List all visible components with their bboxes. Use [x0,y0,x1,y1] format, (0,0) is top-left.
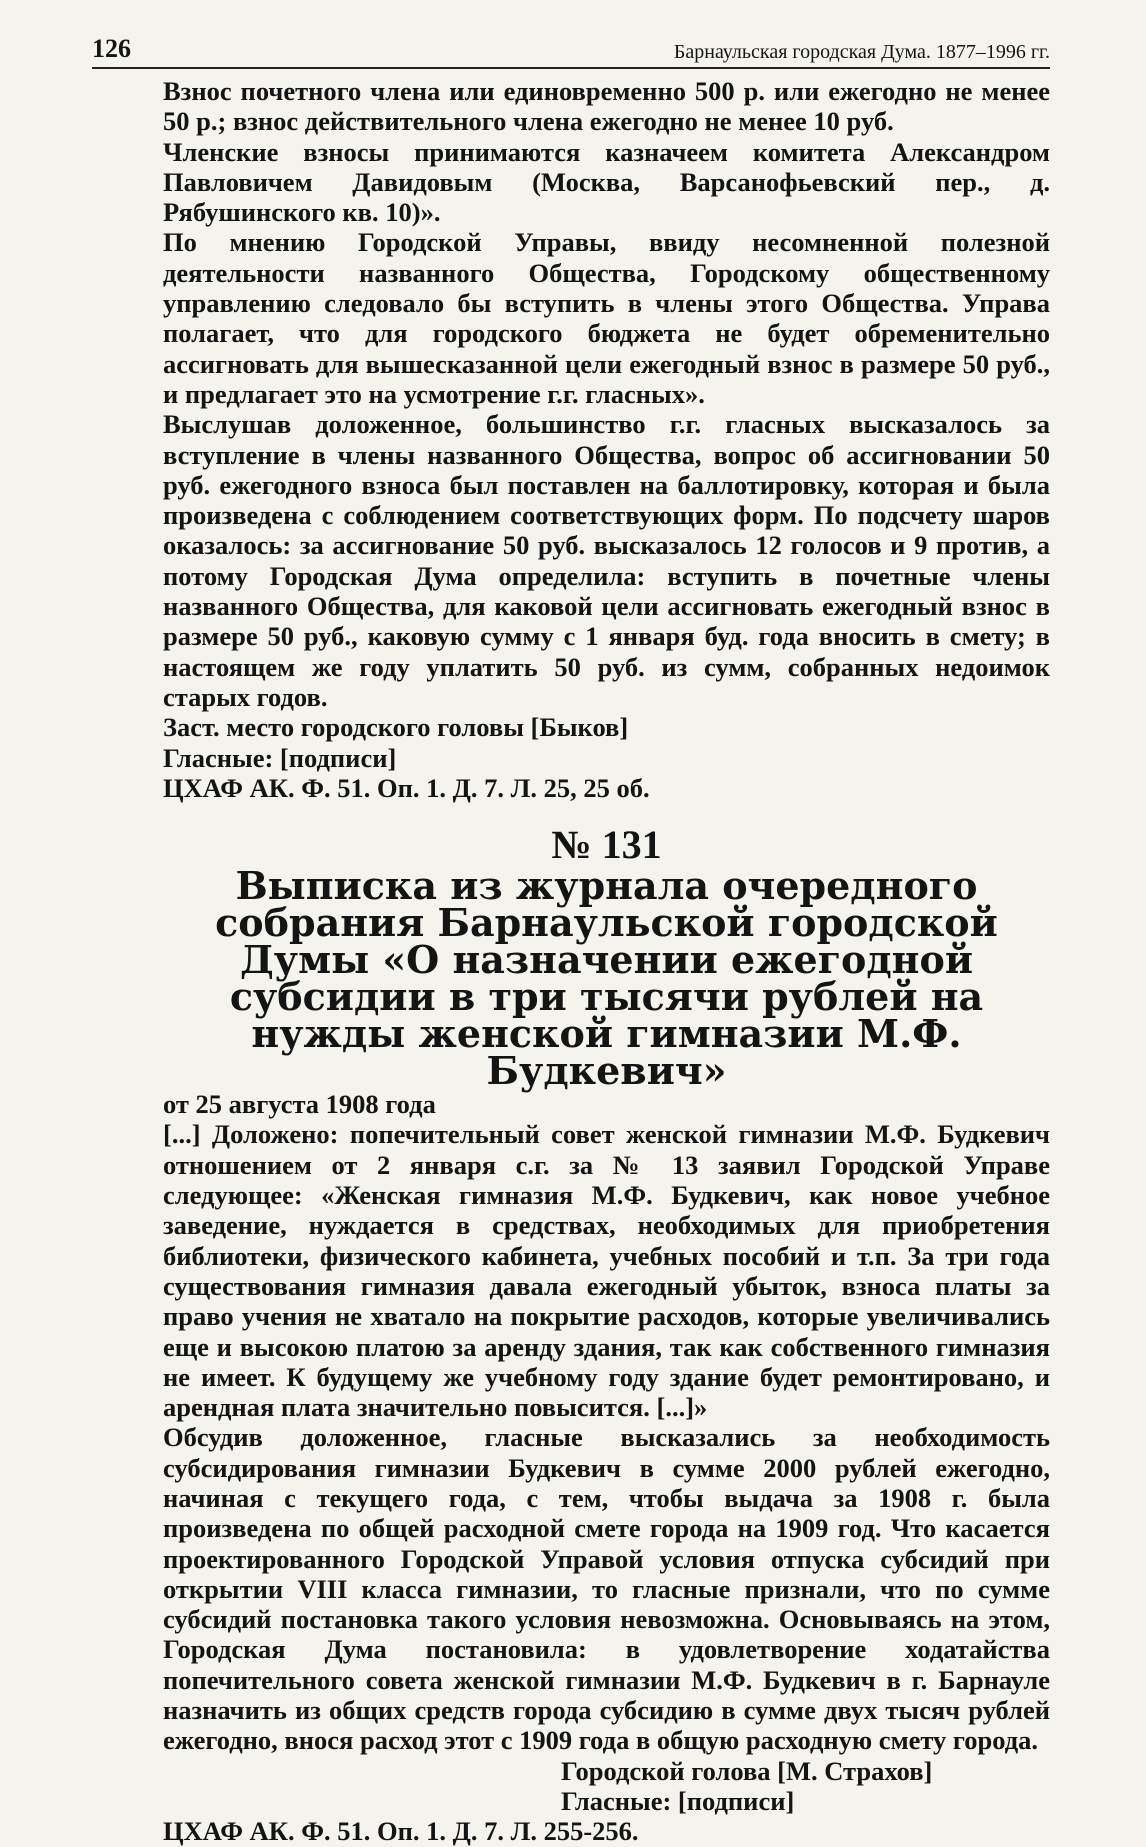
paragraph: По мнению Городской Управы, ввиду несомненной полезной деятельности названного Общества, Городскому общественному управлению следовало бы вступить в члены этого Общества. Управа полагает, что для городского бюджета не будет обременительно ассигновать для вышесказанной цели ежегодный взнос в размере 50 руб., и предлагает это на усмотрение г.г. гласных». [163,227,1050,409]
paragraph: Обсудив доложенное, гласные высказались за необходимость субсидирования гимназии Будкевич в сумме 2000 рублей ежегодно, начиная с текущего года, с тем, чтобы выдача за 1908 г. была произведена по общей расходной смете города на 1909 год. Что касается проектированного Городской Управой условия отпуска субсидий при открытии VIII класса гимназии, то гласные признали, что по сумме субсидий постановка такого условия невозможна. Основываясь на этом, Городская Дума постановила: в удовлетворение ходатайства попечительного совета женской гимназии М.Ф. Будкевич в г. Барнауле назначить из общих средств города субсидию в сумме двух тысяч рублей ежегодно, внося расход этот с 1909 года в общую расходную смету города. [163,1422,1050,1756]
page-header [92,22,1050,69]
signature-deputies: Гласные: [подписи] [163,742,397,773]
document-title: Выписка из журнала очередного собрания Барнаульской городской Думы «О назначении ежегодной субсидии в три тысячи рублей на нужды женской гимназии М.Ф. Будкевич» [215,863,998,1094]
paragraph: Выслушав доложенное, большинство г.г. гласных высказалось за вступление в члены названного Общества, вопрос об ассигновании 50 руб. ежегодного взноса был поставлен на баллотировку, которая и была произведена с соблюдением соответствующих форм. По подсчету шаров оказалось: за ассигнование 50 руб. высказалось 12 голосов и 9 против, а потому Городская Дума определила: вступить в почетные члены названного Общества, для каковой цели ассигновать ежегодный взнос в размере 50 руб., каковую сумму с 1 января буд. года вносить в смету; в настоящем же году уплатить 50 руб. из сумм, собранных недоимок старых годов. [163,409,1050,712]
archive-source: ЦХАФ АК. Ф. 51. Оп. 1. Д. 7. Л. 25, 25 об. [163,772,650,803]
paragraph: Членские взносы принимаются казначеем комитета Александром Павловичем Давидовым (Москва, Варсанофьевский пер., д. Рябушинского кв. 10)». [163,136,1050,228]
document-date: от 25 августа 1908 года [163,1089,436,1120]
page-number: 126 [92,34,131,63]
document-number: № 131 [551,822,662,868]
signature-mayor: Городской голова [М. Страхов] [561,1755,933,1786]
archive-source: ЦХАФ АК. Ф. 51. Оп. 1. Д. 7. Л. 255-256. [163,1816,639,1847]
page-body [163,76,1050,1847]
running-title: Барнаульская городская Дума. 1877–1996 гг. [673,41,1050,63]
signature-chair: Заст. место городского головы [Быков] [163,712,629,743]
paragraph: Взнос почетного члена или единовременно 500 р. или ежегодно не менее 50 р.; взнос действительного члена ежегодно не менее 10 руб. [163,76,1050,137]
signature-deputies: Гласные: [подписи] [561,1785,795,1816]
paragraph: [...] Доложено: попечительный совет женской гимназии М.Ф. Будкевич отношением от 2 января с.г. за № 13 заявил Городской Управе следующее: «Женская гимназия М.Ф. Будкевич, как новое учебное заведение, нуждается в средствах, необходимых для приобретения библиотеки, физического кабинета, учебных пособий и т.п. За три года существования гимназия давала ежегодный убыток, взноса платы за право учения не хватало на покрытие расходов, которые увеличивались еще и высокою платою за аренду здания, так как собственного гимназия не имеет. К будущему же учебному году здание будет ремонтировано, и арендная плата значительно повысится. [...]» [163,1119,1050,1423]
